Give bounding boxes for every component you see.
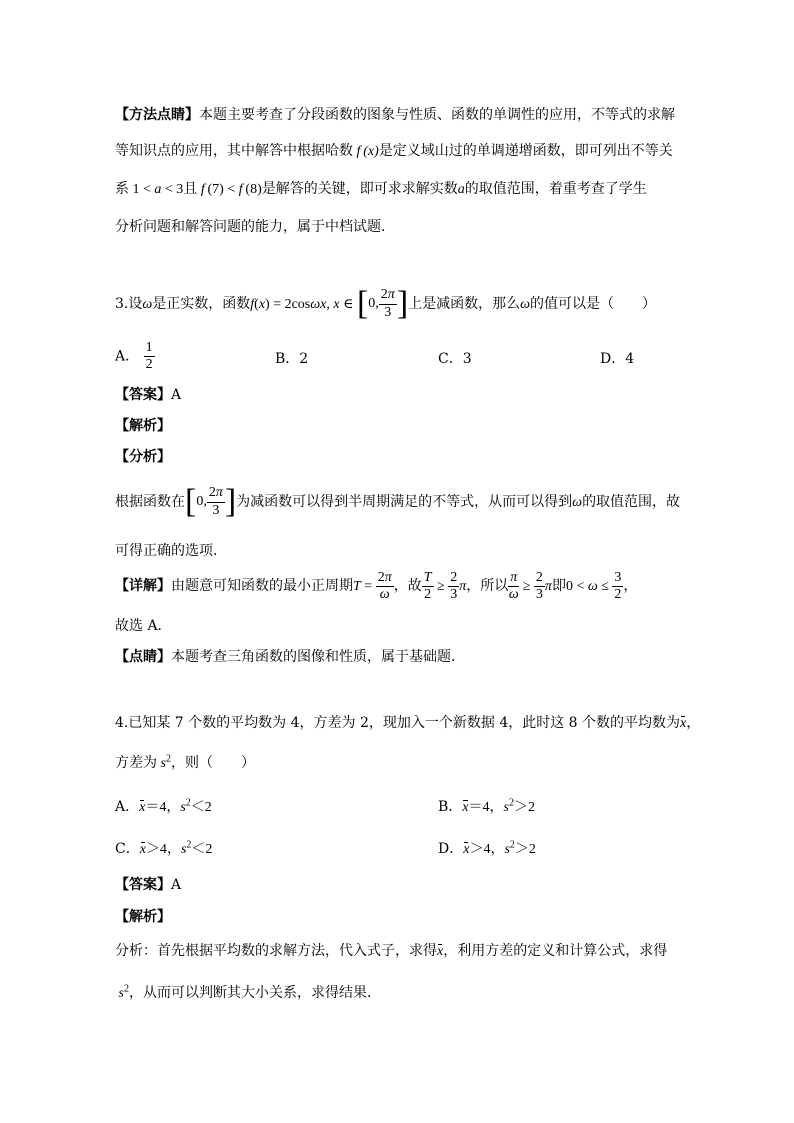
option-label: C．: [438, 351, 463, 367]
answer-label: 【答案】: [115, 387, 171, 403]
q4-option-d: D．x＞4，$s^2>2$: [438, 839, 536, 857]
method-text-3a: 系: [115, 181, 129, 197]
fraction-numerator: 1: [144, 340, 155, 357]
formula-a: a: [457, 182, 465, 197]
option-mean: ＞4: [145, 842, 167, 857]
x-bar: x: [437, 944, 444, 959]
option-label: D．: [438, 841, 464, 857]
answer-label: 【答案】: [115, 877, 171, 893]
option-value: 3: [462, 351, 472, 367]
q4-option-a: A．x＝4，$s^2<2$: [115, 797, 212, 815]
q4-option-b: B．x＝4，$s^2>2$: [438, 797, 535, 815]
omega: ω: [520, 297, 531, 313]
option-var: ＜2: [190, 800, 212, 815]
q4-analysis-line-1: [115, 940, 667, 960]
q4-jiexi: 【解析】: [115, 909, 171, 925]
q3-option-c: [438, 348, 472, 368]
x-bar: x: [139, 842, 146, 857]
q3-option-a: [115, 340, 155, 373]
detail-label: 【详解】: [115, 578, 171, 594]
s-squared: $s^2$: [118, 983, 129, 1001]
omega: ω: [142, 297, 153, 313]
detail-text-b: ，故: [393, 578, 422, 594]
x-bar: x: [463, 842, 470, 857]
q4-option-c: C．x＞4，$s^2<2$: [115, 839, 213, 857]
option-label: A．: [115, 799, 140, 815]
detail-text-d: 即: [551, 578, 566, 594]
q3-stem-c: 上是减函数，那么: [408, 296, 521, 313]
method-text-3c: 是解答的关键，即可求求解实数: [261, 181, 458, 197]
option-var: ＞2: [513, 800, 535, 815]
method-line-2: [115, 140, 673, 160]
interval-0-2pi-3: [0, $\frac{2\pi}{3}$ ]: [356, 285, 409, 322]
method-text-2b: 是定义域山过的单调递增函数，即可列出不等关: [378, 143, 673, 159]
formula-f-x: f (x): [353, 144, 379, 159]
omega: ω: [572, 495, 583, 511]
analysis-text-a: 根据函数在: [115, 494, 185, 511]
answer-value: A: [171, 877, 182, 893]
option-var: ＜2: [191, 842, 213, 857]
answer-value: A: [171, 387, 182, 403]
option-label: A．: [115, 348, 140, 365]
method-label: 【方法点睛】: [115, 107, 199, 123]
comment-text: 本题考查三角函数的图像和性质，属于基础题．: [171, 649, 465, 665]
q3-detail-line: [115, 564, 637, 609]
option-label: B．: [438, 799, 463, 815]
q3-option-b: [275, 348, 308, 368]
interval-0-2pi-3: [0, $\frac{2\pi}{3}$ ]: [185, 483, 237, 520]
option-label: D．: [600, 351, 626, 367]
q3-answer: [115, 384, 181, 404]
detail-text-a: 由题意可知函数的最小正周期: [171, 578, 353, 594]
q3-jiexi: 【解析】: [115, 418, 171, 434]
analysis-text-b: ，利用方差的定义和计算公式，求得: [443, 943, 668, 959]
q3-fenxi: 【分析】: [115, 449, 171, 465]
q3-stem-d: 的值可以是（ ）: [530, 296, 657, 313]
q4-stem-d: ，则（ ）: [170, 755, 255, 771]
x-bar: x: [680, 716, 687, 731]
q4-analysis-line-2: [115, 982, 381, 1002]
x-bar: x: [462, 800, 469, 815]
q3-stem-a: 3.设: [115, 296, 143, 313]
option-mean: ＞4: [469, 842, 491, 857]
detail-text-e: ，: [623, 578, 638, 594]
comment-label: 【点睛】: [115, 649, 171, 665]
analysis-text-c: 的取值范围，故: [582, 494, 681, 511]
q3-detail-line-2: 故选 A．: [115, 618, 172, 634]
q4-stem-line-1: [115, 712, 700, 732]
q3-stem: [115, 282, 656, 327]
q4-stem-c: 方差为: [115, 755, 157, 771]
formula-pi-omega: $\frac{\pi}{\omega}$ ≥ $\frac{2}{3}$ π: [508, 570, 552, 603]
analysis-text-d: 可得正确的选项．: [115, 543, 227, 559]
method-line-1: [115, 104, 675, 124]
q4-stem-a: 4.已知某 7 个数的平均数为 4，方差为 2，现加入一个新数据 4，此时这 8 个数的平均数为: [115, 715, 681, 731]
option-a-fraction: [144, 340, 155, 373]
option-value: 2: [299, 351, 309, 367]
option-mean: ＝4: [145, 800, 167, 815]
method-text-2a: 等知识点的应用，其中解答中根据哈数: [115, 143, 353, 159]
analysis-text-c: ，从而可以判断其大小关系，求得结果．: [128, 985, 381, 1001]
formula-omega-range: 0 < ω ≤ $\frac{3}{2}$: [565, 570, 622, 603]
q3-option-d: [600, 348, 634, 368]
q3-analysis-line-1: [115, 480, 680, 525]
q4-stem-line-2: [115, 752, 255, 772]
formula-a-range: 1 < a < 3: [129, 182, 184, 197]
method-text-1: 本题主要考查了分段函数的图象与性质、函数的单调性的应用，不等式的求解: [199, 107, 675, 123]
formula-f7-f8: f (7) < f (8): [200, 182, 262, 197]
x-bar: x: [139, 800, 146, 815]
option-value: 4: [625, 351, 635, 367]
analysis-text-a: 分析：首先根据平均数的求解方法，代入式子，求得: [115, 943, 437, 959]
method-line-4: [115, 216, 395, 236]
s-squared: $s^2$: [160, 753, 171, 771]
q4-stem-b: ，: [686, 715, 701, 731]
option-var: ＞2: [514, 842, 536, 857]
formula-period: T = $\frac{2\pi}{\omega}$: [353, 570, 392, 603]
q3-analysis-line-2: [115, 540, 227, 560]
formula-f-cos: f(x) = 2cosωx, x ∈: [250, 297, 357, 313]
formula-half-period: $\frac{T}{2}$ ≥ $\frac{2}{3}$ π: [423, 570, 467, 603]
q3-comment: [115, 646, 465, 666]
option-label: C．: [115, 841, 140, 857]
q4-answer: [115, 874, 181, 894]
method-text-3b: 且: [183, 181, 198, 197]
option-label: B．: [275, 351, 300, 367]
detail-text-c: ，所以: [466, 578, 509, 594]
option-mean: ＝4: [468, 800, 490, 815]
method-text-4: 分析问题和解答问题的能力，属于中档试题．: [115, 219, 395, 235]
analysis-text-b: 为减函数可以得到半周期满足的不等式，从而可以得到: [236, 494, 573, 511]
fraction-denominator: 2: [145, 357, 153, 373]
method-line-3: [115, 178, 647, 198]
q3-stem-b: 是正实数，函数: [152, 296, 251, 313]
method-text-3d: 的取值范围，着重考查了学生: [464, 181, 647, 197]
